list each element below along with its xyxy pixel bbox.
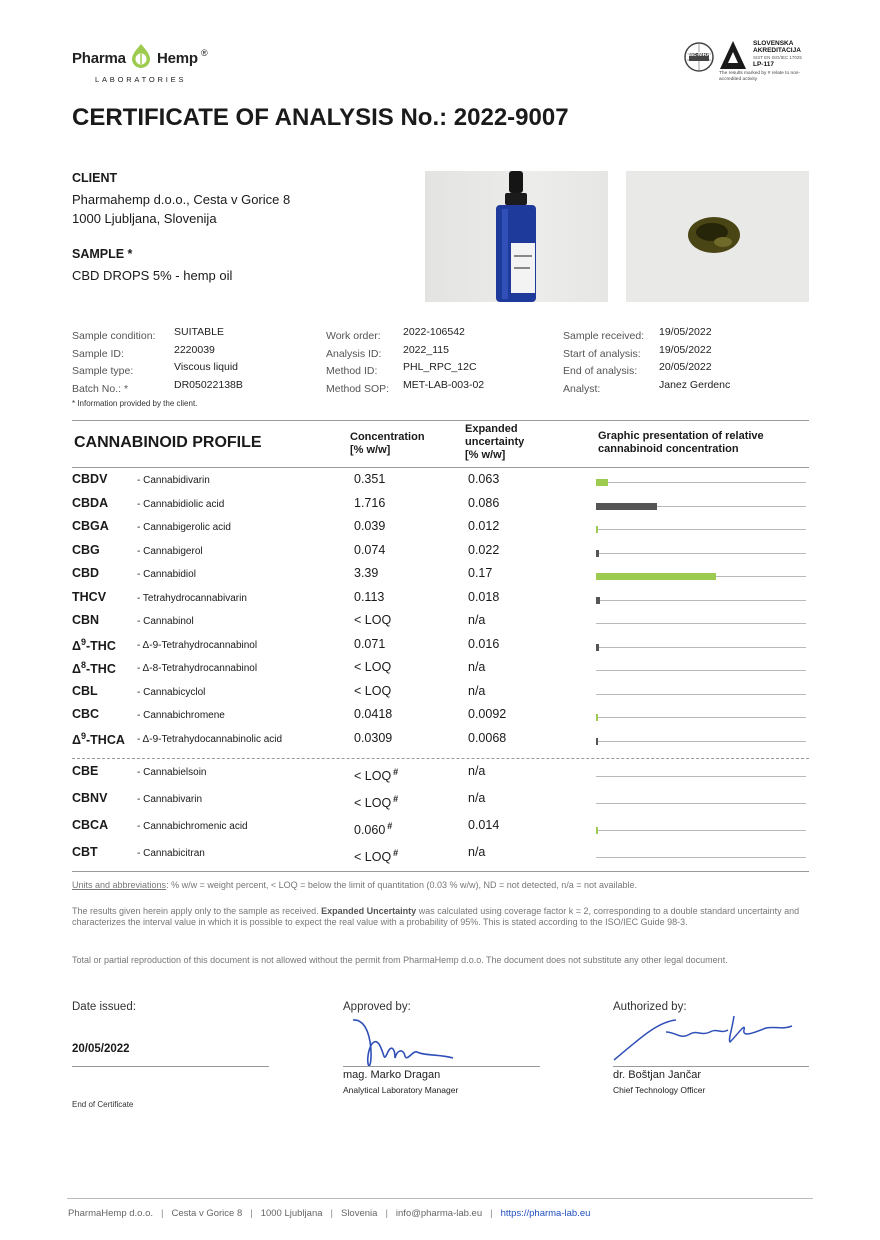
brand-logo [72,40,222,86]
concentration-bar [596,714,598,721]
cannabinoid-row [72,611,809,635]
concentration-value [354,767,398,783]
non-accredited-table [72,762,809,870]
concentration-value [354,821,392,837]
footer-company: PharmaHemp d.o.o. [68,1208,154,1219]
abbr-sup: 9 [80,636,86,647]
uncertainty-value: n/a [468,660,486,674]
uncertainty-header-line1: Expanded [465,423,518,435]
cannabinoid-name: - Cannabielsoin [137,767,207,778]
graph-baseline [596,482,806,483]
meta-value: 2220039 [174,343,215,356]
concentration-value [354,794,398,810]
graph-baseline [596,623,806,624]
date-issued-value: 20/05/2022 [72,1043,130,1055]
abbr-sup: 8 [80,660,86,670]
accreditation-title-1: SLOVENSKA [753,40,794,47]
meta-value: SUITABLE [174,326,224,338]
cannabinoid-name: - Cannabicitran [137,848,205,859]
accredited-divider [72,758,809,759]
graph-baseline [596,741,806,742]
cannabinoid-name: - Cannabicyclol [137,686,206,698]
units-note [72,880,809,891]
cannabinoid-abbreviation: CBE [72,764,99,778]
concentration-bar [596,738,598,745]
accreditation-badge [683,40,813,84]
cannabinoid-name: - Cannabivarin [137,794,203,805]
cannabinoid-abbreviation [72,660,116,676]
uncertainty-value: n/a [468,764,486,778]
cannabinoid-abbreviation: CBDA [72,495,109,510]
accreditation-note: The results marked by # relate to non-accredited activity [719,71,801,82]
graph-header-line2: cannabinoid concentration [598,443,739,455]
meta-label: End of analysis: [563,365,638,377]
concentration-header [350,431,425,457]
uncertainty-header-line3: [% w/w] [465,449,506,461]
uncertainty-value: n/a [468,683,486,698]
non-accredited-mark: # [393,767,399,777]
uncertainty-value: 0.022 [468,542,500,557]
graph-baseline [596,717,806,718]
concentration-text: 0.071 [354,636,386,651]
cannabinoid-name: - Δ-9-Tetrahydrocannabinol [137,639,258,651]
meta-label: Sample received: [563,330,645,342]
concentration-value [354,684,391,698]
results-note [72,906,812,927]
cannabinoid-name: - Δ-9-Tetrahydocannabinolic acid [137,733,283,745]
footer-email[interactable]: info@pharma-lab.eu [395,1208,483,1219]
concentration-value [354,613,391,627]
meta-value: Janez Gerdenc [659,378,731,391]
concentration-text: 1.716 [354,495,386,510]
accreditation-standard: SIST EN ISO/IEC 17025 [753,55,802,60]
cannabinoid-row [72,517,809,541]
abbr-main: Δ [72,638,81,653]
footer-rule [67,1198,813,1199]
abbr-tail: -THC [86,662,116,677]
concentration-text: 0.113 [354,589,385,604]
meta-value: DR05022138B [174,378,243,391]
cannabinoid-row [72,470,809,494]
accreditation-code: LP-117 [753,61,774,68]
client-address-line2: 1000 Ljubljana, Slovenija [72,211,217,226]
cannabinoid-abbreviation: THCV [72,589,107,604]
table-bottom-rule [72,871,809,872]
cannabinoid-abbreviation: CBD [72,566,100,580]
concentration-bar [596,597,600,604]
cannabinoid-name: - Δ-8-Tetrahydrocannabinol [137,663,258,674]
non-accredited-mark: # [393,848,399,858]
units-text: : % w/w = weight percent, < LOQ = below the limit of quantitation (0.03 % w/w), ND = not detected, n/a = not available. [166,880,638,890]
sample-label: SAMPLE * [72,247,133,261]
cannabinoid-name: - Cannabidivarin [137,475,210,486]
meta-value: 2022-106542 [403,326,465,338]
non-accredited-mark: # [393,794,399,804]
cannabinoid-row [72,816,809,843]
results-bold: Expanded Uncertainty [321,906,417,916]
uncertainty-value: 0.0092 [468,707,507,721]
concentration-bar [596,503,657,510]
concentration-text: 0.074 [354,542,386,557]
abbr-tail: -THC [86,638,116,653]
authorized-rule [613,1066,809,1067]
approved-rule [343,1066,540,1067]
cannabinoid-abbreviation [72,731,125,747]
concentration-header-line2: [% w/w] [350,444,391,456]
concentration-text: < LOQ [354,769,392,784]
graph-baseline [596,553,806,554]
footer-street: Cesta v Gorice 8 [171,1208,243,1219]
cannabinoid-row [72,682,809,706]
cannabinoid-abbreviation: CBCA [72,818,109,832]
footer-city: 1000 Ljubljana [260,1208,323,1219]
cannabinoid-abbreviation: CBGA [72,519,109,533]
brand-name-right: Hemp [157,50,198,67]
concentration-text: < LOQ [354,796,392,811]
concentration-text: < LOQ [354,613,392,627]
cannabinoid-name: - Cannabinol [137,616,194,627]
uncertainty-value: n/a [468,613,486,627]
brand-name-left: Pharma [72,50,126,67]
meta-label: Start of analysis: [563,347,641,360]
sample-oil-drop-photo [626,171,809,302]
concentration-bar [596,526,598,533]
graph-baseline [596,600,806,601]
graph-baseline [596,647,806,648]
abbr-main: Δ [72,732,81,747]
cannabinoid-name: - Cannabidiolic acid [137,498,225,510]
certificate-title: CERTIFICATE OF ANALYSIS No.: 2022-9007 [72,104,569,131]
concentration-bar [596,573,716,580]
concentration-text: < LOQ [354,660,392,674]
uncertainty-header [465,423,524,462]
cannabinoid-abbreviation: CBDV [72,472,108,486]
uncertainty-value: n/a [468,845,486,859]
cannabinoid-row [72,789,809,816]
graph-baseline [596,857,806,858]
meta-col-2 [326,326,556,396]
cannabinoid-name: - Cannabichromene [137,710,225,721]
concentration-text: 0.060 [354,823,386,838]
meta-col-3 [563,326,813,396]
client-label: CLIENT [72,171,118,185]
abbr-main: Δ [72,662,81,677]
uncertainty-value: 0.012 [468,519,500,533]
concentration-value [354,543,385,557]
authorized-by-label: Authorized by: [613,1001,687,1013]
graph-header-line1: Graphic presentation of relative [598,430,764,442]
cannabinoid-row [72,588,809,612]
cannabinoid-name: - Cannabigerol [137,545,203,557]
graph-baseline [596,529,806,530]
cannabinoid-abbreviation: CBL [72,683,98,698]
concentration-value [354,496,385,510]
meta-label: Method SOP: [326,382,390,395]
concentration-value [354,707,392,721]
uncertainty-value: 0.063 [468,472,500,486]
sa-triangle-icon [719,40,747,75]
date-issued-rule [72,1066,269,1067]
cannabinoid-row [72,564,809,588]
cannabinoid-row [72,843,809,870]
authorizer-name: dr. Boštjan Jančar [613,1069,702,1081]
uncertainty-value: 0.0068 [468,730,507,745]
cannabinoid-row [72,705,809,729]
meta-value: PHL_RPC_12C [403,361,477,373]
units-label: Units and abbreviations [72,880,167,890]
meta-label: Work order: [326,330,381,342]
cannabinoid-name: - Tetrahydrocannabivarin [137,592,247,604]
concentration-text: < LOQ [354,850,392,865]
meta-value: 2022_115 [403,343,449,356]
reproduction-note: Total or partial reproduction of this document is not allowed without the permit from PharmaHemp d.o.o. The document does not substitute any other legal document. [72,955,728,965]
uncertainty-value: 0.014 [468,818,500,832]
concentration-value [354,731,392,745]
meta-label: Sample condition: [72,330,156,342]
cannabinoid-row [72,494,809,518]
end-of-certificate: End of Certificate [72,1100,134,1109]
uncertainty-value: 0.17 [468,566,493,580]
concentration-header-line1: Concentration [350,431,425,443]
concentration-value [354,472,385,486]
ilac-mra-text: ilac-MRA [687,52,711,58]
graph-baseline [596,830,806,831]
cannabinoid-table [72,470,809,752]
concentration-text: 0.0309 [354,730,393,745]
brand-subtitle: LABORATORIES [95,75,187,84]
graph-baseline [596,670,806,671]
sample-name: CBD DROPS 5% - hemp oil [72,268,233,283]
footer-website-link[interactable]: https://pharma-lab.eu [500,1208,591,1219]
ilac-mra-icon [683,42,715,77]
meta-value: 19/05/2022 [659,326,712,338]
footer-country: Slovenia [340,1208,378,1219]
cannabinoid-row [72,541,809,565]
footer: PharmaHemp d.o.o. | Cesta v Gorice 8 | 1000 Ljubljana | Slovenia | info@pharma-lab.eu | https://pharma-lab.eu [68,1208,591,1219]
graph-baseline [596,803,806,804]
concentration-value [354,566,378,580]
cannabinoid-name: - Cannabigerolic acid [137,522,231,533]
concentration-value [354,660,391,674]
concentration-text: 0.0418 [354,707,393,721]
results-text-1: The results given herein apply only to the sample as received. [72,906,319,916]
uncertainty-value: 0.016 [468,636,500,651]
concentration-value [354,519,385,533]
meta-label: Analyst: [563,382,601,395]
meta-col-1 [72,326,312,396]
concentration-text: 0.039 [354,519,386,533]
meta-value: MET-LAB-003-02 [403,378,485,391]
profile-header [72,420,809,468]
concentration-value [354,848,398,864]
meta-label: Analysis ID: [326,347,382,360]
sample-bottle-photo [425,171,608,302]
concentration-text: 3.39 [354,566,379,580]
graph-baseline [596,694,806,695]
graph-header [598,430,764,456]
cannabinoid-name: - Cannabidiol [137,569,196,580]
accreditation-title-2: AKREDITACIJA [753,47,801,54]
concentration-text: < LOQ [354,683,392,698]
cannabinoid-abbreviation [72,637,116,653]
meta-label: Sample type: [72,365,134,377]
approver-role: Analytical Laboratory Manager [343,1085,459,1095]
abbr-tail: -THCA [86,732,125,747]
cannabinoid-name: - Cannabichromenic acid [137,821,248,832]
profile-title: CANNABINOID PROFILE [74,434,262,451]
authorizer-role: Chief Technology Officer [613,1085,706,1095]
cannabinoid-abbreviation: CBC [72,707,100,721]
uncertainty-value: n/a [468,791,486,805]
abbr-sup: 9 [80,730,86,741]
date-issued-label: Date issued: [72,1001,136,1013]
concentration-bar [596,644,599,651]
authorizer-signature [606,1012,806,1069]
cannabinoid-abbreviation: CBG [72,542,100,557]
cannabinoid-row [72,635,809,659]
meta-value: Viscous liquid [174,361,239,373]
results-text-2: was calculated using coverage factor k = 2, corresponding to a double standard uncertainty and characterizes the interval value in which it is possible to expect the real value with a probability of 95%. This is stated according to the ISO/IEC Guide 98-3. [72,906,800,927]
concentration-bar [596,479,608,486]
client-address-line1: Pharmahemp d.o.o., Cesta v Gorice 8 [72,192,291,207]
cannabinoid-row [72,658,809,682]
cannabinoid-row [72,762,809,789]
concentration-bar [596,550,599,557]
meta-label: Method ID: [326,365,378,377]
graph-baseline [596,776,806,777]
cannabinoid-row [72,729,809,753]
uncertainty-value: 0.086 [468,495,500,510]
concentration-bar [596,827,598,834]
uncertainty-value: 0.018 [468,589,500,604]
cannabinoid-abbreviation: CBN [72,613,100,627]
leaf-drop-icon [129,41,153,74]
meta-label: Batch No.: * [72,382,129,395]
concentration-text: 0.351 [354,472,386,486]
approver-name: mag. Marko Dragan [343,1069,441,1081]
concentration-value [354,590,384,604]
meta-label: Sample ID: [72,347,124,360]
meta-value: 20/05/2022 [659,361,712,373]
meta-value: 19/05/2022 [659,343,712,356]
concentration-value [354,637,385,651]
cannabinoid-abbreviation: CBT [72,845,98,859]
non-accredited-mark: # [387,821,393,831]
cannabinoid-abbreviation: CBNV [72,791,108,805]
registered-mark: ® [201,48,208,58]
client-info-footnote: * Information provided by the client. [72,399,198,408]
uncertainty-header-line2: uncertainty [465,436,525,448]
approved-by-label: Approved by: [343,1001,411,1013]
